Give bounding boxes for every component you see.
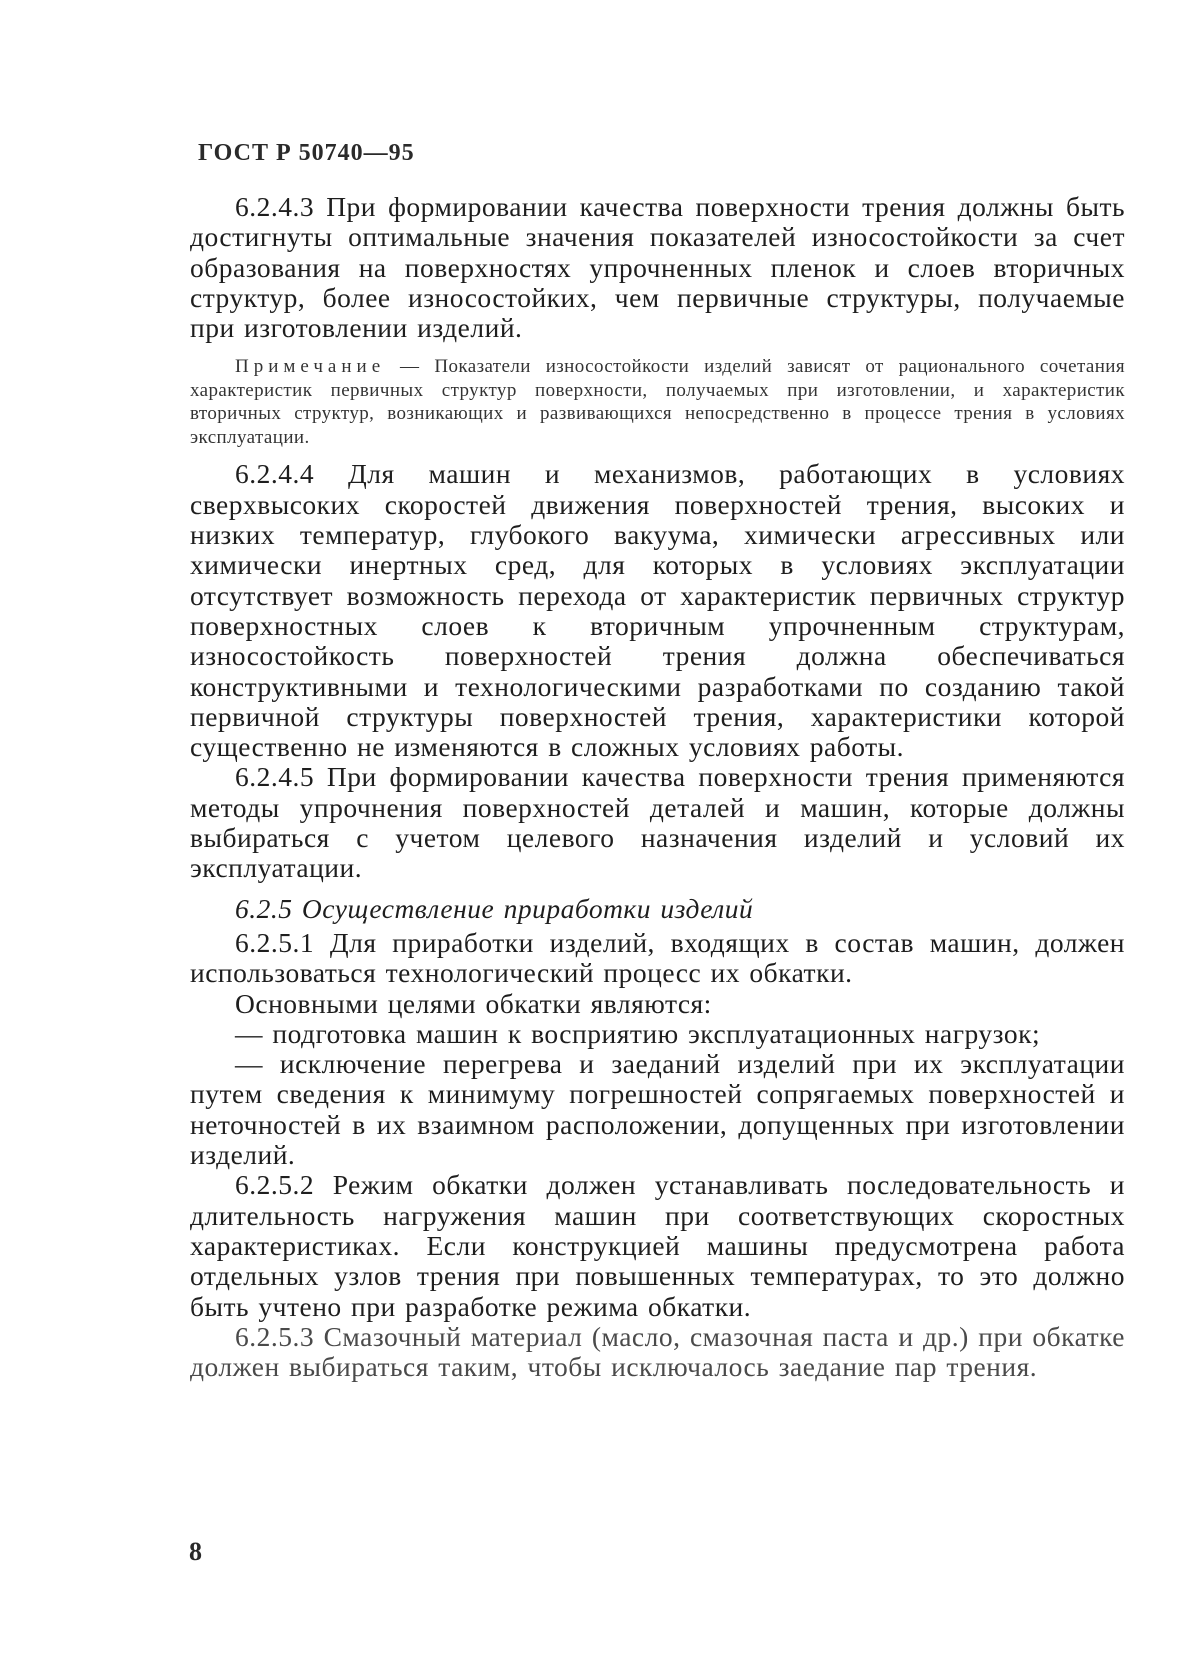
goals-intro: Основными целями обкатки являются: [235,987,712,1019]
standard-designation: ГОСТ Р 50740—95 [198,140,415,166]
clause-6-2-5-3 [190,1322,1125,1383]
document-header [198,140,415,167]
clause-text: Режим обкатки должен устанавливать последовательность и длительность нагружения машин при соответствующих скоростных характеристиках. Если конструкцией машины предусмотрена работа отдельных узлов трения при повышенных температурах, то это должно быть учтено при разработке режима обкатки. [190,1169,1126,1322]
document-body [190,192,1125,1382]
clause-6-2-4-4 [190,459,1125,762]
note-paragraph [190,355,1125,449]
note-text: — Показатели износостойкости изделий зависят от рационального сочетания характеристик первичных структур поверхности, получаемых при изготовлении, и характеристик вторичных структур, возникающих и развивающихся непосредственно в процессе трения в условиях эксплуатации. [190,356,1125,448]
page-number: 8 [189,1537,202,1566]
section-number: 6.2.5 [235,892,293,924]
clause-text: Смазочный материал (масло, смазочная паста и др.) при обкатке должен выбираться таким, чтобы исключалось заедание пар трения. [190,1320,1125,1383]
section-title: Осуществление приработки изделий [301,892,754,924]
clause-6-2-4-3 [190,192,1125,343]
clause-6-2-5-1 [190,928,1125,989]
clause-text: При формировании качества поверхности трения должны быть достигнуты оптимальные значения показателей износостойкости за счет образования на поверхностях упрочненных пленок и слоев вторичных структур, более износостойких, чем первичные структуры, получаемые при изготовлении изделий. [190,191,1126,344]
clause-number: 6.2.5.1 [235,926,315,958]
clause-6-2-5-2 [190,1170,1125,1321]
note-label: Примечание [235,356,386,378]
clause-number: 6.2.4.5 [235,761,315,793]
section-heading-6-2-5 [190,894,1125,924]
clause-text: При формировании качества поверхности трения применяются методы упрочнения поверхностей деталей и машин, которые должны выбираться с учетом целевого назначения изделий и условий их эксплуатации. [190,761,1125,884]
clause-number: 6.2.5.2 [235,1169,315,1201]
clause-text: Для машин и механизмов, работающих в условиях сверхвысоких скоростей движения поверхностей трения, высоких и низких температур, глубокого вакуума, химически агрессивных или химически инертных сред, для которых в условиях эксплуатации отсутствует возможность перехода от характеристик первичных структур поверхностных слоев к вторичным упрочненным структурам, износостойкость поверхностей трения должна обеспечиваться конструктивными и технологическими разработками по созданию такой первичной структуры поверхностей трения, характеристики которой существенно не изменяются в сложных условиях работы. [190,458,1126,763]
clause-text: Для приработки изделий, входящих в состав машин, должен использоваться технологический процесс их обкатки. [190,926,1125,989]
goal-item-2: — исключение перегрева и заеданий изделий при их эксплуатации путем сведения к минимуму погрешностей сопрягаемых поверхностей и неточностей в их взаимном расположении, допущенных при изготовлении изделий. [190,1048,1125,1171]
clause-number: 6.2.4.4 [235,458,315,490]
clause-6-2-4-5 [190,762,1125,883]
clause-number: 6.2.4.3 [235,191,315,222]
goal-item-1: — подготовка машин к восприятию эксплуатационных нагрузок; [235,1017,1041,1049]
clause-number: 6.2.5.3 [235,1320,315,1352]
